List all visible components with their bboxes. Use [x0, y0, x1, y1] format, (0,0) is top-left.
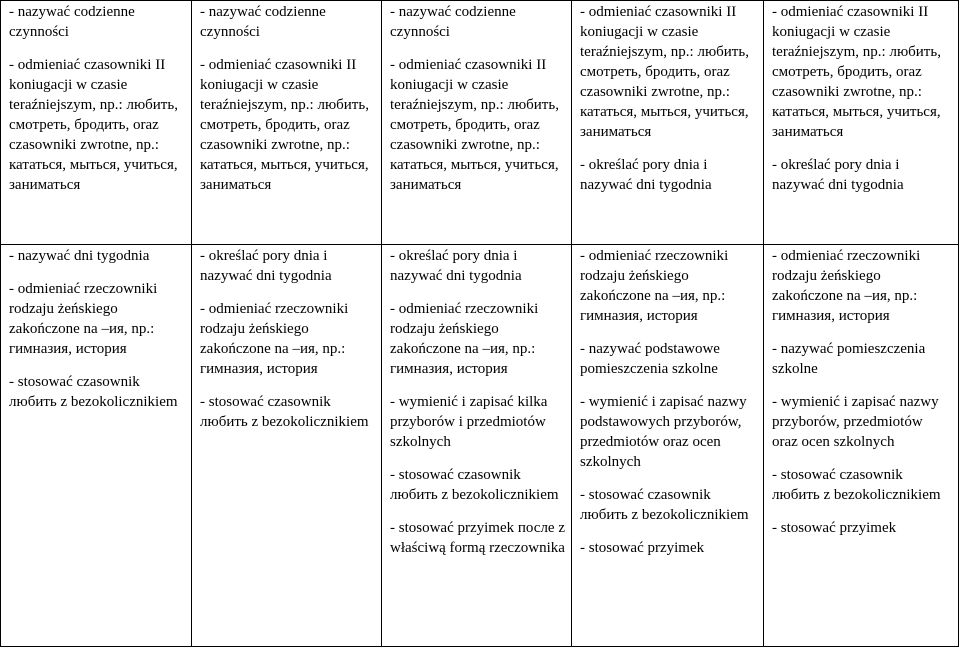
requirement-item: - stosować czasownik любить z bezokolicznikiem	[772, 467, 941, 503]
requirement-item: - nazywać codzienne czynności	[390, 4, 516, 40]
table-row	[1, 245, 959, 647]
requirement-item: - odmieniać rzeczowniki rodzaju żeńskiego zakończone na –ия, np.: гимназия, история	[200, 301, 349, 377]
requirement-item: - stosować przyimek после z właściwą formą rzeczownika	[390, 520, 565, 556]
table-cell	[572, 1, 764, 245]
requirement-item: - nazywać dni tygodnia	[9, 248, 150, 264]
requirement-item: - nazywać codzienne czynności	[9, 4, 135, 40]
table-cell	[764, 245, 959, 647]
requirement-item: - stosować czasownik любить z bezokolicznikiem	[9, 374, 178, 410]
requirement-item: - odmieniać czasowniki II koniugacji w czasie teraźniejszym, np.: любить, смотреть, бродить, oraz czasowniki zwrotne, np.: кататься, мыться, учиться, заниматься	[580, 4, 749, 140]
requirement-item: - stosować przyimek	[772, 520, 897, 536]
requirement-item: - nazywać pomieszczenia szkolne	[772, 341, 926, 377]
table-cell	[192, 245, 382, 647]
requirement-item: - odmieniać czasowniki II koniugacji w czasie teraźniejszym, np.: любить, смотреть, бродить, oraz czasowniki zwrotne, np.: кататься, мыться, учиться, заниматься	[9, 57, 178, 193]
requirement-item: - odmieniać czasowniki II koniugacji w czasie teraźniejszym, np.: любить, смотреть, бродить, oraz czasowniki zwrotne, np.: кататься, мыться, учиться, заниматься	[390, 57, 559, 193]
table-cell	[192, 1, 382, 245]
requirement-item: - odmieniać rzeczowniki rodzaju żeńskiego zakończone na –ия, np.: гимназия, история	[390, 301, 539, 377]
table-cell	[572, 245, 764, 647]
requirement-item: - nazywać podstawowe pomieszczenia szkolne	[580, 341, 720, 377]
requirement-item: - odmieniać rzeczowniki rodzaju żeńskiego zakończone na –ия, np.: гимназия, история	[772, 248, 921, 324]
requirement-item: - odmieniać rzeczowniki rodzaju żeńskiego zakończone na –ия, np.: гимназия, история	[580, 248, 729, 324]
requirement-item: - nazywać codzienne czynności	[200, 4, 326, 40]
requirement-item: - odmieniać czasowniki II koniugacji w czasie teraźniejszym, np.: любить, смотреть, бродить, oraz czasowniki zwrotne, np.: кататься, мыться, учиться, заниматься	[772, 4, 941, 140]
requirement-item: - określać pory dnia i nazywać dni tygodnia	[390, 248, 522, 284]
requirement-item: - wymienić i zapisać nazwy podstawowych przyborów, przedmiotów oraz ocen szkolnych	[580, 394, 747, 470]
requirement-item: - stosować czasownik любить z bezokolicznikiem	[200, 394, 369, 430]
requirement-item: - wymienić i zapisać nazwy przyborów, przedmiotów oraz ocen szkolnych	[772, 394, 939, 450]
table-row	[1, 1, 959, 245]
requirement-item: - stosować przyimek	[580, 540, 705, 556]
requirement-item: - określać pory dnia i nazywać dni tygodnia	[772, 157, 904, 193]
table-cell	[382, 1, 572, 245]
table-cell	[382, 245, 572, 647]
requirement-item: - wymienić i zapisać kilka przyborów i przedmiotów szkolnych	[390, 394, 548, 450]
requirement-item: - określać pory dnia i nazywać dni tygodnia	[580, 157, 712, 193]
requirement-item: - określać pory dnia i nazywać dni tygodnia	[200, 248, 332, 284]
table-cell	[1, 1, 192, 245]
requirement-item: - stosować czasownik любить z bezokolicznikiem	[390, 467, 559, 503]
requirement-item: - stosować czasownik любить z bezokolicznikiem	[580, 487, 749, 523]
table-cell	[1, 245, 192, 647]
table-cell	[764, 1, 959, 245]
requirement-item: - odmieniać czasowniki II koniugacji w czasie teraźniejszym, np.: любить, смотреть, бродить, oraz czasowniki zwrotne, np.: кататься, мыться, учиться, заниматься	[200, 57, 369, 193]
requirement-item: - odmieniać rzeczowniki rodzaju żeńskiego zakończone na –ия, np.: гимназия, история	[9, 281, 158, 357]
